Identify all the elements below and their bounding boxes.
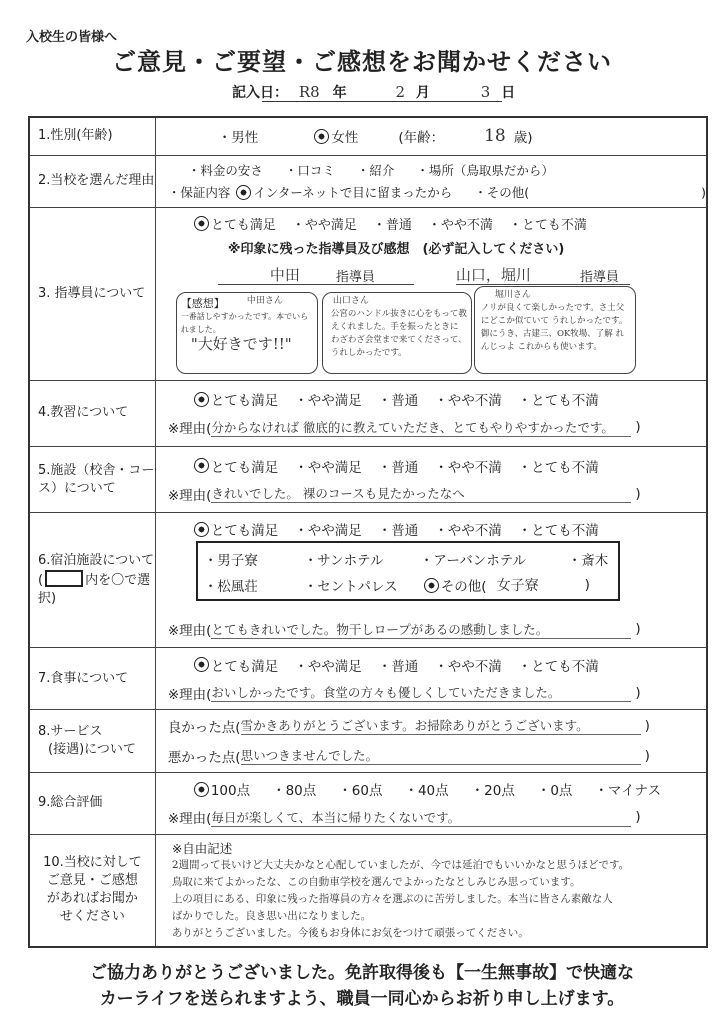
rating-very-satisfied[interactable]: とても満足 <box>210 459 279 476</box>
box-icon <box>45 570 83 587</box>
option-internet[interactable]: インターネットで目に留まったから <box>253 185 453 201</box>
rating-satisfied[interactable]: ・やや満足 <box>294 393 362 410</box>
free-label: ※自由記述 <box>171 840 233 856</box>
impression-box-3 <box>474 286 636 374</box>
rating-satisfied[interactable]: ・やや満足 <box>294 523 362 540</box>
instructor-label-2: 指導員 <box>579 269 619 285</box>
paren-open: ( <box>38 573 44 589</box>
selected-circle-icon <box>194 216 209 231</box>
day-unit: 日 <box>501 85 516 101</box>
q1-label: 1.性別(年齢) <box>29 117 155 155</box>
rating-neutral[interactable]: ・普通 <box>377 658 419 675</box>
q8-label <box>29 710 155 772</box>
close-paren: ) <box>635 621 641 638</box>
q10-body[interactable] <box>155 834 707 947</box>
date-year: R8 <box>298 83 320 101</box>
q6-label-line2 <box>38 570 155 608</box>
date-day: 3 <box>480 83 491 101</box>
score-20[interactable]: ・20点 <box>470 783 515 800</box>
instructor-field-2[interactable] <box>456 264 630 285</box>
reason-label: ※理由( <box>167 623 212 640</box>
facility-other[interactable] <box>424 575 590 595</box>
comment3-text: ノリが良くて楽しかったです。さ土父にどこか似ていて うれしかったです。御にうき、古建三、OK牧場、了解 れんじっよ これからも使います。 <box>480 302 628 352</box>
score-minus[interactable]: ・マイナス <box>594 783 662 800</box>
good-label: 良かった点( <box>167 719 241 736</box>
close-paren: ) <box>635 809 641 826</box>
q2-body <box>155 155 707 207</box>
rating-very-satisfied[interactable]: とても満足 <box>210 658 279 675</box>
footer-line-2: カーライフを送られますよう、職員一同心からお祈り申し上げます。 <box>99 989 625 1009</box>
instructor-label-1: 指導員 <box>335 269 375 285</box>
q6-label <box>29 513 155 648</box>
reason-text[interactable]: きれいでした。 裸のコースも見たかったなへ <box>211 484 631 503</box>
reason-text[interactable]: おいしかったです。食堂の方々も優しくしていただきました。 <box>211 683 631 702</box>
selected-circle-icon <box>194 657 209 672</box>
date-label: 記入日： <box>232 85 288 101</box>
rating-neutral[interactable]: ・普通 <box>377 459 419 476</box>
comment1-name: 中田さん <box>246 295 283 306</box>
facility-mens-dorm[interactable]: ・男子寮 <box>203 553 258 570</box>
q3-label: 3. 指導員について <box>29 207 155 380</box>
age-unit: 歳) <box>513 130 533 147</box>
option-male[interactable]: ・男性 <box>217 130 259 147</box>
instructor-name-2: 山口，堀川 <box>455 265 531 284</box>
free-line: 鳥取に来てよかったな、この自動車学校を選んでよかったなとしみじみ思っています。 <box>171 875 581 888</box>
rating-very-satisfied[interactable]: とても満足 <box>210 217 276 233</box>
score-0[interactable]: ・0点 <box>536 783 573 800</box>
option-word-of-mouth[interactable]: ・口コミ <box>284 163 335 179</box>
q10-label <box>29 834 155 947</box>
reason-label: ※理由( <box>167 421 212 438</box>
close-paren: ) <box>635 419 641 436</box>
close-paren: ) <box>635 485 641 502</box>
option-other[interactable]: ・その他( <box>474 185 530 201</box>
q1-body <box>155 117 707 155</box>
rating-satisfied[interactable]: ・やや満足 <box>294 459 362 476</box>
date-month: 2 <box>395 83 406 101</box>
free-line: ありがとうございました。今後もお身体にお気をつけて頑張ってください。 <box>171 926 529 939</box>
q7-label: 7.食事について <box>29 648 155 710</box>
impression-box-1 <box>176 292 318 374</box>
selected-circle-icon <box>194 392 209 407</box>
free-line: 2週間って長いけど大丈夫かなと心配していましたが、今では延泊でもいいかなと思うほどです。 <box>171 858 630 871</box>
facility-shofuso[interactable]: ・松風荘 <box>203 579 258 596</box>
selected-circle-icon <box>194 522 209 537</box>
rating-very-dissatisfied[interactable]: ・とても不満 <box>517 459 599 476</box>
rating-very-dissatisfied[interactable]: ・とても不満 <box>508 217 587 233</box>
reason-label: ※理由( <box>167 811 212 828</box>
rating-neutral[interactable]: ・普通 <box>377 523 419 540</box>
age-value[interactable]: 18 <box>484 126 506 147</box>
q9-label: 9.総合評価 <box>29 772 155 834</box>
free-line: ばかりでした。良き思い出になりました。 <box>171 909 372 922</box>
rating-satisfied[interactable]: ・やや満足 <box>294 658 362 675</box>
facility-sun-hotel[interactable]: ・サンホテル <box>303 553 384 570</box>
close-paren: ) <box>644 717 650 734</box>
q6-label-line1: 6.宿泊施設について <box>38 553 155 569</box>
page-title: ご意見・ご要望・ご感想をお聞かせください <box>112 48 612 76</box>
q10-label-line4: せください <box>59 909 125 925</box>
to-students-label: 入校生の皆様へ <box>26 30 118 45</box>
reason-text[interactable]: 分からなければ 徹底的に教えていただき、とてもやりやすかったです。 <box>211 418 631 437</box>
q4-body <box>155 380 707 446</box>
option-price[interactable]: ・料金の安さ <box>187 163 263 179</box>
q6-body <box>155 513 707 648</box>
year-unit: 年 <box>332 85 347 101</box>
rating-very-satisfied[interactable]: とても満足 <box>210 393 279 410</box>
q10-label-line1: 10.当校に対して <box>43 855 142 871</box>
rating-very-dissatisfied[interactable]: ・とても不満 <box>517 658 599 675</box>
option-female[interactable]: 女性 <box>331 130 359 147</box>
good-text[interactable]: 雪かきありがとうございます。お掃除ありがとうございます。 <box>241 716 641 735</box>
free-text <box>156 857 706 942</box>
q6-label-select: 内を〇で選択) <box>38 573 151 607</box>
q10-label-line2: ご意見・ご感想 <box>46 873 138 889</box>
q3-body <box>155 207 707 380</box>
q5-label: 5.施設（校舎・コース）について <box>29 447 155 513</box>
facility-urban-hotel[interactable]: ・アーバンホテル <box>419 553 527 570</box>
selected-circle-icon <box>424 578 439 593</box>
date-underline <box>262 101 502 102</box>
comment1-big: "大好きです!!" <box>190 334 292 353</box>
q2-label: 2.当校を選んだ理由 <box>29 155 155 207</box>
date-line <box>232 82 515 102</box>
facility-saiki[interactable]: ・斎木 <box>567 553 609 570</box>
instructor-name-1: 中田 <box>269 265 300 284</box>
option-location[interactable]: ・場所（鳥取県だから） <box>416 163 554 179</box>
option-guarantee[interactable]: ・保証内容 <box>167 185 231 201</box>
age-label: (年齢： <box>398 130 445 147</box>
rating-dissatisfied[interactable]: ・やや不満 <box>434 393 502 410</box>
q8-body <box>155 710 707 772</box>
q8-label-line1: 8.サービス <box>38 723 103 739</box>
rating-neutral[interactable]: ・普通 <box>377 393 419 410</box>
reason-label: ※理由( <box>167 686 212 703</box>
comment3-name: 堀川さん <box>494 289 531 300</box>
selected-circle-icon <box>194 458 209 473</box>
score-100[interactable]: 100点 <box>210 783 251 800</box>
q5-body <box>155 447 707 513</box>
reason-text[interactable]: 毎日が楽しくて、本当に帰りたくないです。 <box>211 808 631 827</box>
option-referral[interactable]: ・紹介 <box>356 163 395 179</box>
q8-label-line2: (接遇)について <box>48 741 136 757</box>
rating-dissatisfied[interactable]: ・やや不満 <box>427 217 493 233</box>
q9-body <box>155 772 707 834</box>
selected-circle-icon <box>236 185 251 200</box>
selected-circle-icon <box>194 782 209 797</box>
facility-saint-palace[interactable]: ・セントパレス <box>303 579 398 596</box>
selected-circle-icon <box>314 129 329 144</box>
close-paren: ) <box>584 577 590 594</box>
reason-text[interactable]: とてもきれいでした。物干しロープがあるの感動しました。 <box>211 620 631 639</box>
footer-line-1: ご協力ありがとうございました。免許取得後も【一生無事故】で快適な <box>90 963 634 983</box>
comment2-name: 山口さん <box>332 295 369 306</box>
score-80[interactable]: ・80点 <box>272 783 317 800</box>
other-label: その他( <box>440 579 487 596</box>
comment2-text: 公宮のハンドル抜きに心をもって教えくれました。手を振ったときに わざわざ会堂まで来てくださって、うれしかったです。 <box>330 308 467 358</box>
q7-body <box>155 648 707 710</box>
month-unit: 月 <box>415 85 430 101</box>
survey-form <box>28 116 708 948</box>
impression-box-2 <box>322 292 472 374</box>
instructor-instruction: ※印象に残った指導員及び感想 (必ず記入してください) <box>227 241 565 257</box>
rating-dissatisfied[interactable]: ・やや不満 <box>434 523 502 540</box>
q10-label-line3: があればお聞か <box>46 891 138 907</box>
instructor-field-1[interactable] <box>218 264 414 285</box>
rating-neutral[interactable]: ・普通 <box>372 217 412 233</box>
rating-very-satisfied[interactable]: とても満足 <box>210 523 279 540</box>
rating-dissatisfied[interactable]: ・やや不満 <box>434 658 502 675</box>
rating-very-dissatisfied[interactable]: ・とても不満 <box>517 393 599 410</box>
close-paren: ) <box>701 184 706 200</box>
reason-label: ※理由( <box>167 487 212 504</box>
score-60[interactable]: ・60点 <box>338 783 383 800</box>
q4-label: 4.教習について <box>29 380 155 446</box>
impressions-label: 【感想】 <box>180 296 225 310</box>
close-paren: ) <box>644 747 650 764</box>
score-40[interactable]: ・40点 <box>404 783 449 800</box>
bad-text[interactable]: 思いつきませんでした。 <box>241 746 641 765</box>
comment1-text: 一番話しやすかったです。本でいられました。 <box>180 311 309 334</box>
other-value: 女子寮 <box>496 578 539 595</box>
facility-box <box>196 541 620 601</box>
close-paren: ) <box>635 684 641 701</box>
rating-very-dissatisfied[interactable]: ・とても不満 <box>517 523 599 540</box>
rating-dissatisfied[interactable]: ・やや不満 <box>434 459 502 476</box>
bad-label: 悪かった点( <box>167 749 241 766</box>
free-line: 上の項目にある、印象に残った指導員の方々を選ぶのに苦労しました。本当に皆さん素敵な人 <box>171 892 613 905</box>
rating-satisfied[interactable]: ・やや満足 <box>291 217 357 233</box>
